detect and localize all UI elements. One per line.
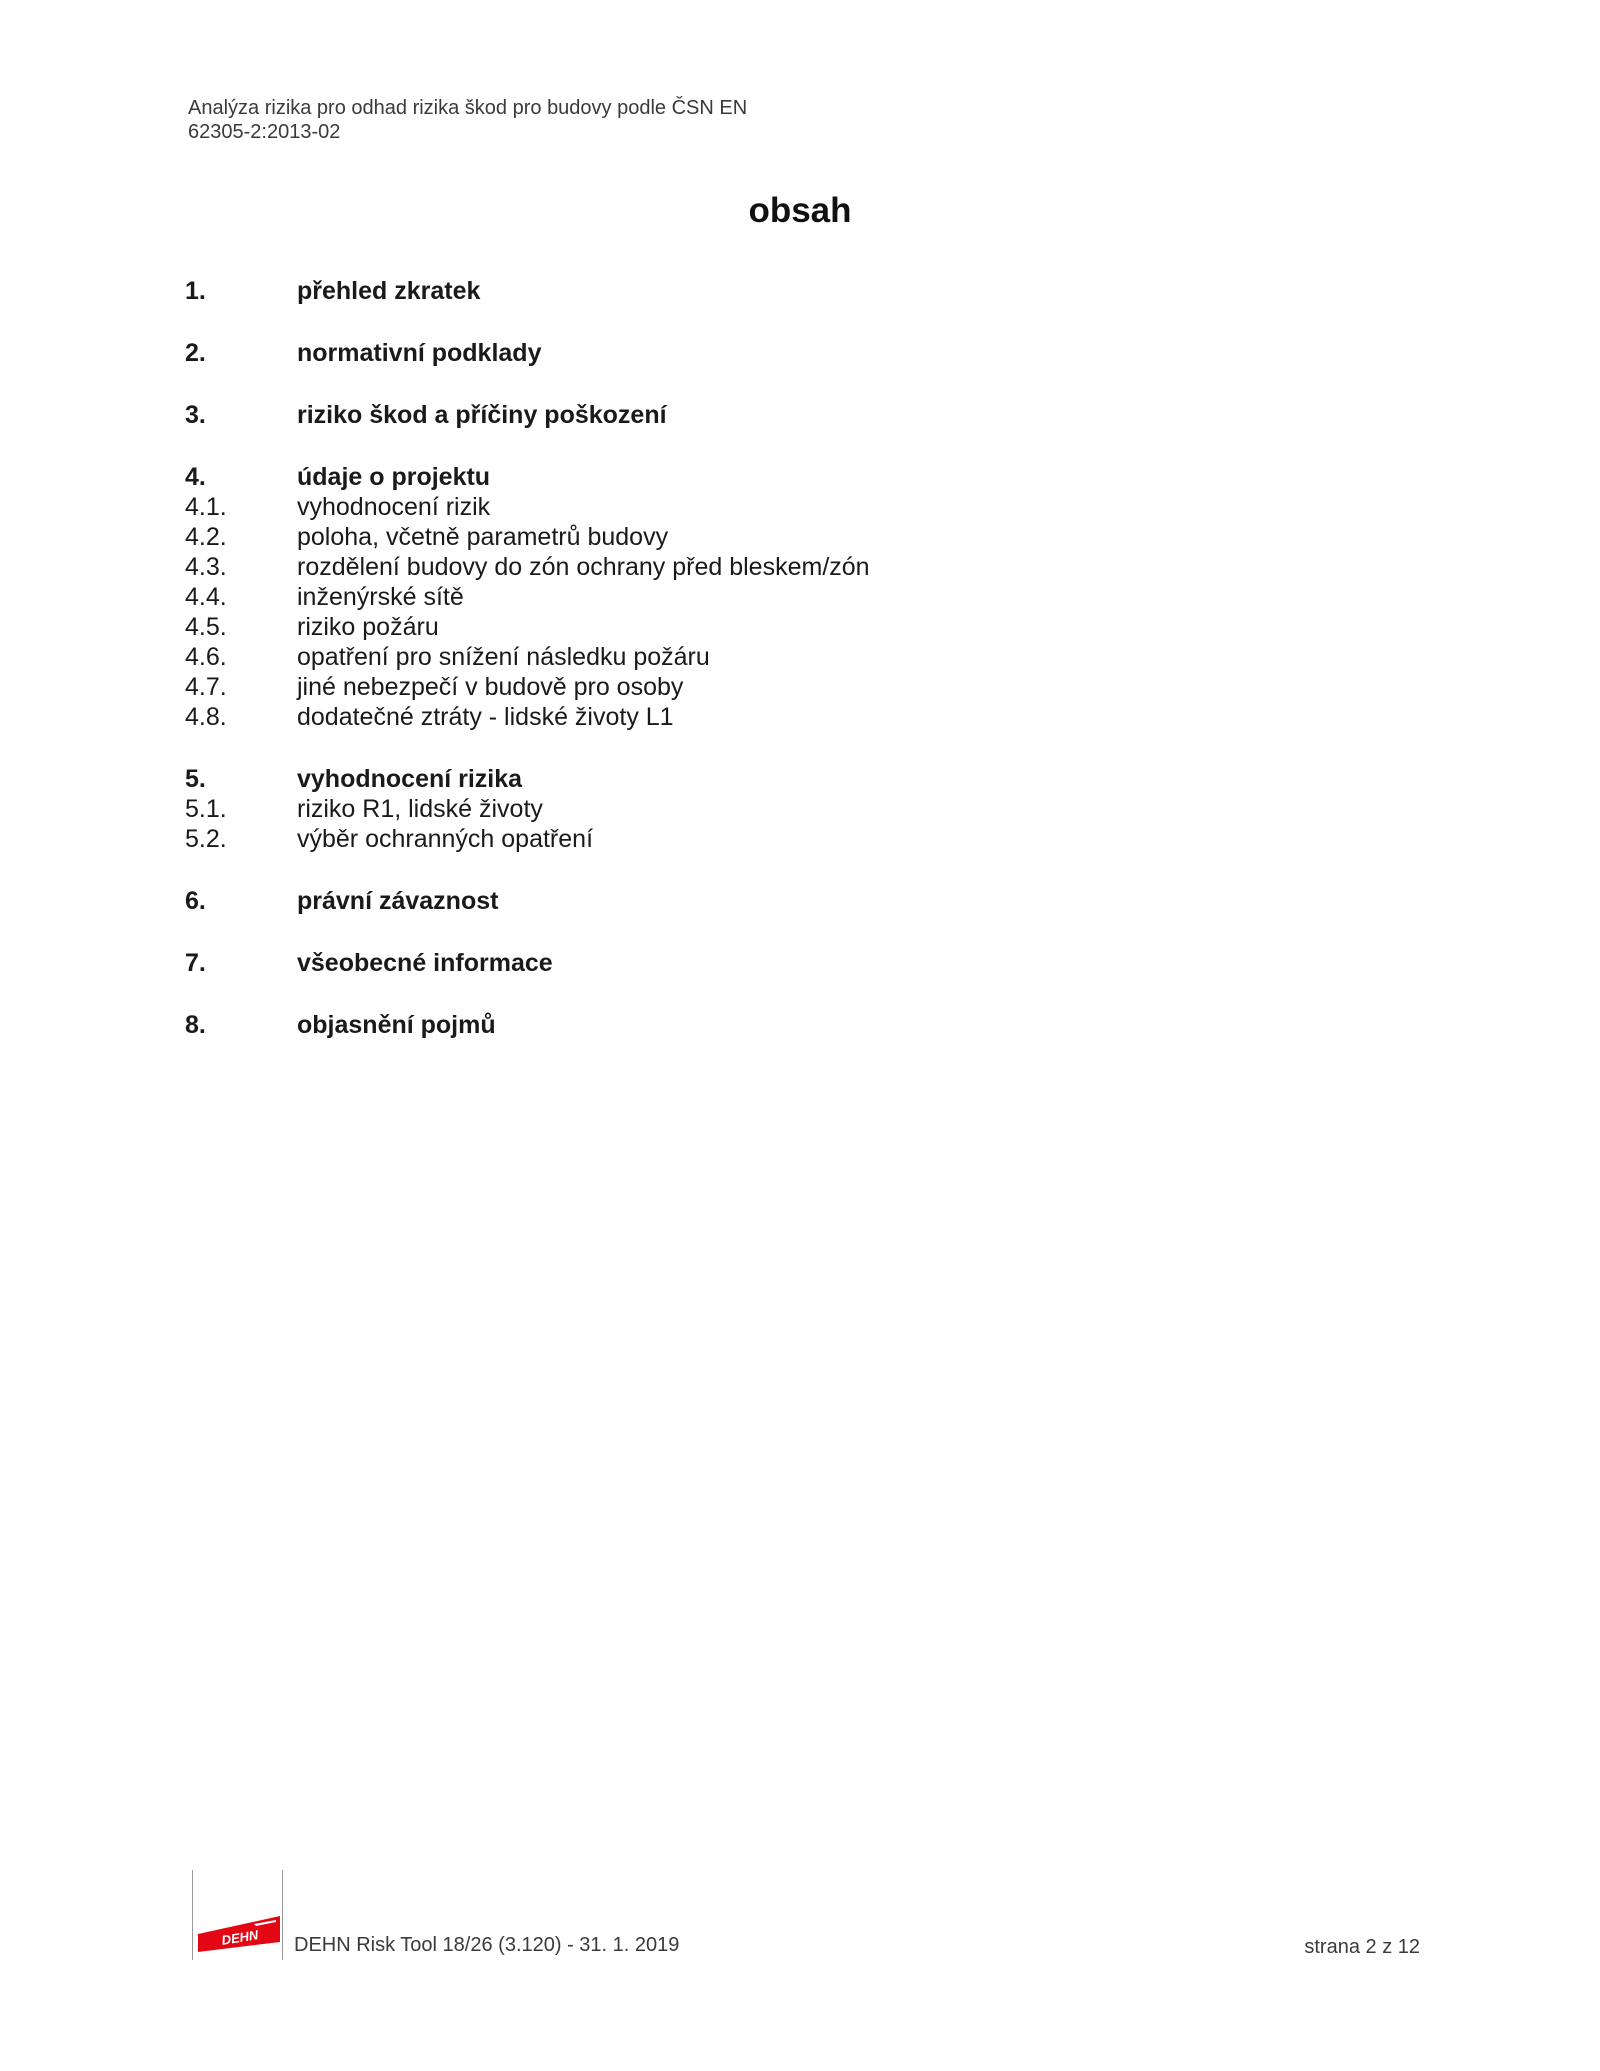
toc-label: údaje o projektu <box>297 463 491 491</box>
header-line-1: Analýza rizika pro odhad rizika škod pro budovy podle ČSN EN <box>188 97 748 119</box>
toc-section <box>185 338 1185 368</box>
toc-section <box>185 764 1185 794</box>
toc-label: riziko škod a příčiny poškození <box>297 401 667 429</box>
toc-number: 1. <box>185 277 206 305</box>
toc-section <box>185 886 1185 916</box>
toc-subsection <box>185 552 1185 582</box>
toc-number: 7. <box>185 949 206 977</box>
toc-subsection <box>185 492 1185 522</box>
toc-label: riziko R1, lidské životy <box>297 795 543 823</box>
toc-subsection <box>185 642 1185 672</box>
toc-number: 5.1. <box>185 795 227 823</box>
toc-label: vyhodnocení rizika <box>297 765 523 793</box>
footer-divider-left <box>192 1870 193 1960</box>
toc-section <box>185 948 1185 978</box>
logo-text: DEHN <box>220 1927 260 1948</box>
table-of-contents <box>185 276 1185 1040</box>
toc-number: 4.8. <box>185 703 227 731</box>
toc-subsection <box>185 794 1185 824</box>
toc-label: dodatečné ztráty - lidské životy L1 <box>297 703 674 731</box>
toc-label: všeobecné informace <box>297 949 553 977</box>
toc-number: 2. <box>185 339 206 367</box>
toc-label: přehled zkratek <box>297 277 481 305</box>
toc-number: 4.4. <box>185 583 227 611</box>
toc-number: 4.1. <box>185 493 227 521</box>
page-title: obsah <box>748 191 852 230</box>
footer-page-number: strana 2 z 12 <box>1304 1936 1420 1958</box>
toc-label: opatření pro snížení následku požáru <box>297 643 710 671</box>
toc-number: 3. <box>185 401 206 429</box>
toc-subsection <box>185 612 1185 642</box>
toc-number: 4.2. <box>185 523 227 551</box>
toc-section <box>185 400 1185 430</box>
footer-tool-version: DEHN Risk Tool 18/26 (3.120) - 31. 1. 2019 <box>294 1934 680 1956</box>
toc-number: 5. <box>185 765 206 793</box>
toc-subsection <box>185 522 1185 552</box>
toc-number: 4.6. <box>185 643 227 671</box>
toc-section <box>185 1010 1185 1040</box>
dehn-logo-icon <box>196 1910 282 1954</box>
footer-divider-right <box>282 1870 283 1960</box>
toc-number: 4.5. <box>185 613 227 641</box>
toc-label: poloha, včetně parametrů budovy <box>297 523 669 551</box>
header-line-2: 62305-2:2013-02 <box>188 121 341 143</box>
toc-label: inženýrské sítě <box>297 583 464 611</box>
toc-number: 4.7. <box>185 673 227 701</box>
toc-subsection <box>185 672 1185 702</box>
toc-label: objasnění pojmů <box>297 1011 496 1039</box>
toc-number: 5.2. <box>185 825 227 853</box>
toc-label: rozdělení budovy do zón ochrany před bleskem/zón <box>297 553 870 581</box>
toc-label: jiné nebezpečí v budově pro osoby <box>297 673 684 701</box>
toc-label: normativní podklady <box>297 339 542 367</box>
toc-section <box>185 462 1185 492</box>
page-footer <box>190 1870 1420 1966</box>
toc-number: 4. <box>185 463 206 491</box>
toc-section <box>185 276 1185 306</box>
toc-number: 4.3. <box>185 553 227 581</box>
toc-label: riziko požáru <box>297 613 439 641</box>
toc-subsection <box>185 702 1185 732</box>
toc-number: 6. <box>185 887 206 915</box>
document-header <box>188 96 888 144</box>
toc-label: vyhodnocení rizik <box>297 493 491 521</box>
toc-subsection <box>185 582 1185 612</box>
toc-label: výběr ochranných opatření <box>297 825 594 853</box>
toc-label: právní závaznost <box>297 887 499 915</box>
toc-number: 8. <box>185 1011 206 1039</box>
toc-subsection <box>185 824 1185 854</box>
